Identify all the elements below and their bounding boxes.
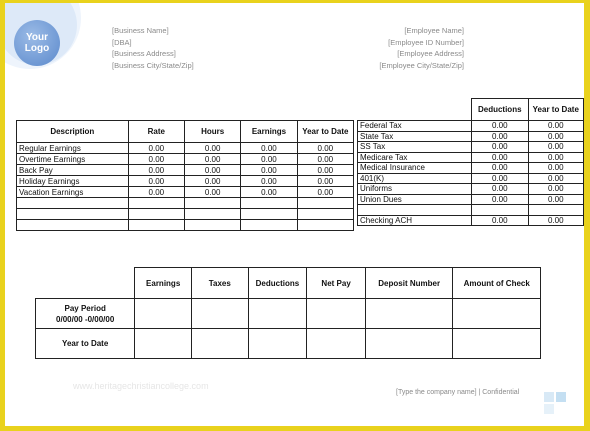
deduction-row xyxy=(358,184,584,195)
earnings-description-cell: Regular Earnings xyxy=(17,143,129,154)
earnings-description-cell: Vacation Earnings xyxy=(17,187,129,198)
employee-id: [Employee ID Number] xyxy=(388,37,464,47)
summary-value-cell xyxy=(365,329,453,359)
earnings-value-cell xyxy=(184,209,240,220)
summary-value-cell xyxy=(453,329,541,359)
earnings-header-ytd: Year to Date xyxy=(297,121,353,143)
summary-row xyxy=(36,299,541,329)
deductions-header-blank xyxy=(358,99,472,121)
business-name: [Business Name] xyxy=(112,26,169,35)
earnings-value-cell: 0.00 xyxy=(184,143,240,154)
earnings-value-cell: 0.00 xyxy=(297,165,353,176)
deduction-value-cell: 0.00 xyxy=(471,163,528,174)
earnings-table xyxy=(16,120,354,231)
earnings-value-cell: 0.00 xyxy=(128,154,184,165)
employee-address: [Employee Address] xyxy=(397,49,464,58)
summary-header-net-pay: Net Pay xyxy=(307,268,366,299)
company-logo xyxy=(14,20,60,66)
deduction-description-cell: Medicare Tax xyxy=(358,152,472,163)
deduction-value-cell: 0.00 xyxy=(528,131,583,142)
employee-name: [Employee Name] xyxy=(404,26,464,35)
earnings-value-cell xyxy=(297,198,353,209)
summary-table xyxy=(35,267,541,359)
business-info xyxy=(112,25,194,71)
deduction-value-cell: 0.00 xyxy=(528,194,583,205)
earnings-row xyxy=(17,143,354,154)
earnings-value-cell: 0.00 xyxy=(297,154,353,165)
summary-value-cell xyxy=(248,299,307,329)
deduction-value-cell: 0.00 xyxy=(471,121,528,132)
deduction-description-cell xyxy=(358,205,472,216)
deduction-row xyxy=(358,142,584,153)
deduction-value-cell: 0.00 xyxy=(471,152,528,163)
earnings-value-cell: 0.00 xyxy=(297,143,353,154)
summary-value-cell xyxy=(191,329,248,359)
deduction-value-cell: 0.00 xyxy=(471,142,528,153)
summary-row-label xyxy=(36,299,135,329)
deduction-row xyxy=(358,215,584,226)
deduction-value-cell: 0.00 xyxy=(528,215,583,226)
earnings-value-cell xyxy=(128,209,184,220)
earnings-value-cell: 0.00 xyxy=(241,154,297,165)
earnings-value-cell: 0.00 xyxy=(297,176,353,187)
deduction-value-cell: 0.00 xyxy=(528,184,583,195)
deduction-row xyxy=(358,152,584,163)
earnings-row xyxy=(17,209,354,220)
earnings-value-cell xyxy=(128,220,184,231)
deduction-row xyxy=(358,163,584,174)
deduction-description-cell: 401(K) xyxy=(358,173,472,184)
deduction-row xyxy=(358,173,584,184)
earnings-description-cell: Holiday Earnings xyxy=(17,176,129,187)
earnings-header-earnings: Earnings xyxy=(241,121,297,143)
square-1 xyxy=(544,392,554,402)
earnings-value-cell: 0.00 xyxy=(241,143,297,154)
earnings-value-cell: 0.00 xyxy=(128,165,184,176)
deduction-row xyxy=(358,194,584,205)
earnings-value-cell: 0.00 xyxy=(128,143,184,154)
deduction-row xyxy=(358,131,584,142)
summary-value-cell xyxy=(248,329,307,359)
earnings-description-cell xyxy=(17,209,129,220)
earnings-value-cell xyxy=(241,198,297,209)
summary-header-deposit-number: Deposit Number xyxy=(365,268,453,299)
earnings-description-cell: Overtime Earnings xyxy=(17,154,129,165)
summary-value-cell xyxy=(135,329,192,359)
earnings-value-cell xyxy=(297,220,353,231)
business-dba: [DBA] xyxy=(112,37,132,47)
business-city: [Business City/State/Zip] xyxy=(112,60,194,70)
summary-value-cell xyxy=(191,299,248,329)
earnings-value-cell: 0.00 xyxy=(184,187,240,198)
deduction-value-cell xyxy=(471,205,528,216)
earnings-value-cell xyxy=(184,198,240,209)
deductions-header-ytd: Year to Date xyxy=(528,99,583,121)
summary-header-earnings: Earnings xyxy=(135,268,192,299)
earnings-value-cell: 0.00 xyxy=(184,165,240,176)
earnings-description-cell xyxy=(17,198,129,209)
deduction-value-cell: 0.00 xyxy=(471,184,528,195)
earnings-header-rate: Rate xyxy=(128,121,184,143)
summary-header-deductions: Deductions xyxy=(248,268,307,299)
earnings-value-cell: 0.00 xyxy=(184,154,240,165)
deduction-row xyxy=(358,205,584,216)
paystub-page xyxy=(5,3,584,426)
deduction-description-cell: SS Tax xyxy=(358,142,472,153)
deduction-value-cell: 0.00 xyxy=(528,163,583,174)
summary-header-amount-of-check: Amount of Check xyxy=(453,268,541,299)
summary-value-cell xyxy=(135,299,192,329)
earnings-value-cell: 0.00 xyxy=(241,165,297,176)
summary-row-label-2: 0/00/00 -0/00/00 xyxy=(56,314,115,324)
deduction-value-cell: 0.00 xyxy=(528,152,583,163)
deduction-value-cell: 0.00 xyxy=(471,131,528,142)
earnings-value-cell xyxy=(297,209,353,220)
earnings-header-description: Description xyxy=(17,121,129,143)
summary-header-blank xyxy=(36,268,135,299)
summary-header-taxes: Taxes xyxy=(191,268,248,299)
deductions-header-deductions: Deductions xyxy=(471,99,528,121)
deduction-value-cell: 0.00 xyxy=(471,215,528,226)
earnings-description-cell: Back Pay xyxy=(17,165,129,176)
earnings-row xyxy=(17,198,354,209)
deduction-value-cell xyxy=(528,205,583,216)
employee-city: [Employee City/State/Zip] xyxy=(379,60,464,70)
square-2 xyxy=(556,392,566,402)
deduction-description-cell: State Tax xyxy=(358,131,472,142)
deduction-description-cell: Union Dues xyxy=(358,194,472,205)
deduction-value-cell: 0.00 xyxy=(471,194,528,205)
earnings-value-cell xyxy=(241,209,297,220)
deduction-description-cell: Checking ACH xyxy=(358,215,472,226)
deduction-value-cell: 0.00 xyxy=(528,121,583,132)
earnings-description-cell xyxy=(17,220,129,231)
earnings-header-hours: Hours xyxy=(184,121,240,143)
earnings-value-cell xyxy=(184,220,240,231)
summary-value-cell xyxy=(453,299,541,329)
summary-value-cell xyxy=(307,329,366,359)
summary-row-label-1: Pay Period xyxy=(64,303,106,313)
summary-value-cell xyxy=(307,299,366,329)
business-address: [Business Address] xyxy=(112,49,176,58)
employee-info xyxy=(379,25,464,71)
summary-row-label xyxy=(36,329,135,359)
earnings-row xyxy=(17,176,354,187)
deduction-description-cell: Medical Insurance xyxy=(358,163,472,174)
deduction-row xyxy=(358,121,584,132)
deduction-description-cell: Federal Tax xyxy=(358,121,472,132)
earnings-row xyxy=(17,154,354,165)
logo-line-1: Your xyxy=(25,32,49,43)
summary-row-label-1: Year to Date xyxy=(62,339,109,348)
logo-line-2: Logo xyxy=(24,43,50,54)
earnings-value-cell: 0.00 xyxy=(128,187,184,198)
deduction-value-cell: 0.00 xyxy=(471,173,528,184)
earnings-value-cell: 0.00 xyxy=(128,176,184,187)
earnings-value-cell xyxy=(128,198,184,209)
earnings-row xyxy=(17,187,354,198)
deductions-table xyxy=(357,98,584,226)
watermark: www.heritagechristiancollege.com xyxy=(73,381,209,391)
earnings-value-cell: 0.00 xyxy=(241,176,297,187)
deduction-description-cell: Uniforms xyxy=(358,184,472,195)
square-3 xyxy=(544,404,554,414)
earnings-value-cell: 0.00 xyxy=(241,187,297,198)
footer-confidential: [Type the company name] | Confidential xyxy=(396,389,520,396)
deduction-value-cell: 0.00 xyxy=(528,142,583,153)
earnings-value-cell: 0.00 xyxy=(297,187,353,198)
earnings-row xyxy=(17,165,354,176)
earnings-value-cell xyxy=(241,220,297,231)
deduction-value-cell: 0.00 xyxy=(528,173,583,184)
summary-row xyxy=(36,329,541,359)
earnings-value-cell: 0.00 xyxy=(184,176,240,187)
summary-value-cell xyxy=(365,299,453,329)
earnings-row xyxy=(17,220,354,231)
